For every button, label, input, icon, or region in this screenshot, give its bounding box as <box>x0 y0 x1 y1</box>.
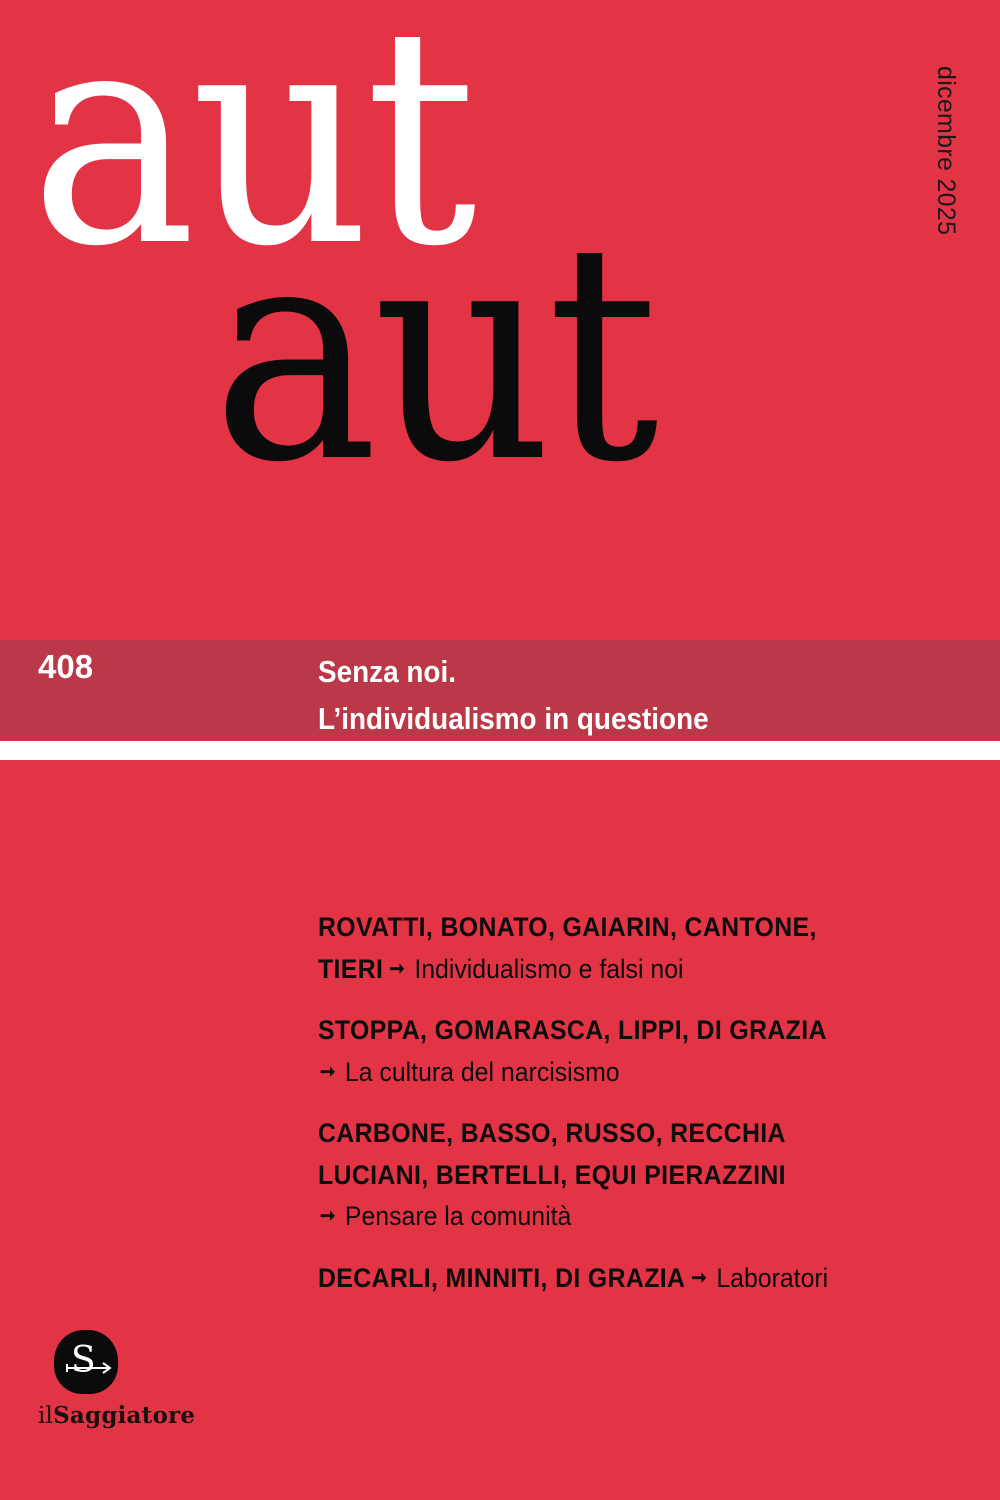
contents-entry-individualismo <box>318 907 978 990</box>
arrow-right-icon: ➞ <box>389 957 405 980</box>
issue-number: 408 <box>38 648 94 685</box>
contents-entry-laboratori <box>318 1258 978 1300</box>
contents-line <box>318 1196 925 1238</box>
white-stripe-divider <box>0 741 1000 760</box>
contents-line <box>318 1258 925 1300</box>
authors: LUCIANI, BERTELLI, EQUI PIERAZZINI <box>318 1159 786 1190</box>
publisher-name-main: Saggiatore <box>53 1402 196 1429</box>
section-topic: Pensare la comunità <box>344 1201 572 1231</box>
svg-text:S: S <box>71 1340 96 1381</box>
issue-title <box>318 648 709 742</box>
authors: TIERI <box>318 953 384 984</box>
arrow-right-icon: ➞ <box>319 1060 336 1083</box>
contents-line <box>318 1052 925 1094</box>
contents-line <box>318 1155 925 1197</box>
masthead-word-1: aut <box>30 0 472 312</box>
s-arrow-monogram-icon <box>54 1330 118 1394</box>
table-of-contents <box>318 907 978 1319</box>
publisher-prefix: il <box>38 1403 54 1429</box>
authors: CARBONE, BASSO, RUSSO, RECCHIA <box>318 1118 786 1148</box>
authors: STOPPA, GOMARASCA, LIPPI, DI GRAZIA <box>318 1015 827 1045</box>
authors: ROVATTI, BONATO, GAIARIN, CANTONE, <box>318 912 817 942</box>
authors: DECARLI, MINNITI, DI GRAZIA <box>318 1262 686 1293</box>
publisher-name <box>38 1402 195 1429</box>
arrow-right-icon: ➞ <box>691 1266 707 1289</box>
contents-line <box>318 949 925 991</box>
section-topic: Individualismo e falsi noi <box>414 953 684 984</box>
contents-entry-narcisismo <box>318 1010 978 1093</box>
contents-line <box>318 907 925 949</box>
issue-title-line-2: L’individualismo in questione <box>318 701 709 736</box>
issue-title-line-1: Senza noi. <box>318 654 456 689</box>
arrow-right-icon: ➞ <box>319 1205 336 1227</box>
section-topic: Laboratori <box>716 1262 829 1293</box>
masthead-logo-black <box>212 179 654 528</box>
contents-entry-comunita <box>318 1113 978 1238</box>
contents-line <box>318 1113 925 1155</box>
masthead-word-2: aut <box>212 179 654 528</box>
contents-line <box>318 1010 925 1052</box>
issue-date: dicembre 2025 <box>932 66 960 236</box>
section-topic: La cultura del narcisismo <box>344 1056 620 1087</box>
